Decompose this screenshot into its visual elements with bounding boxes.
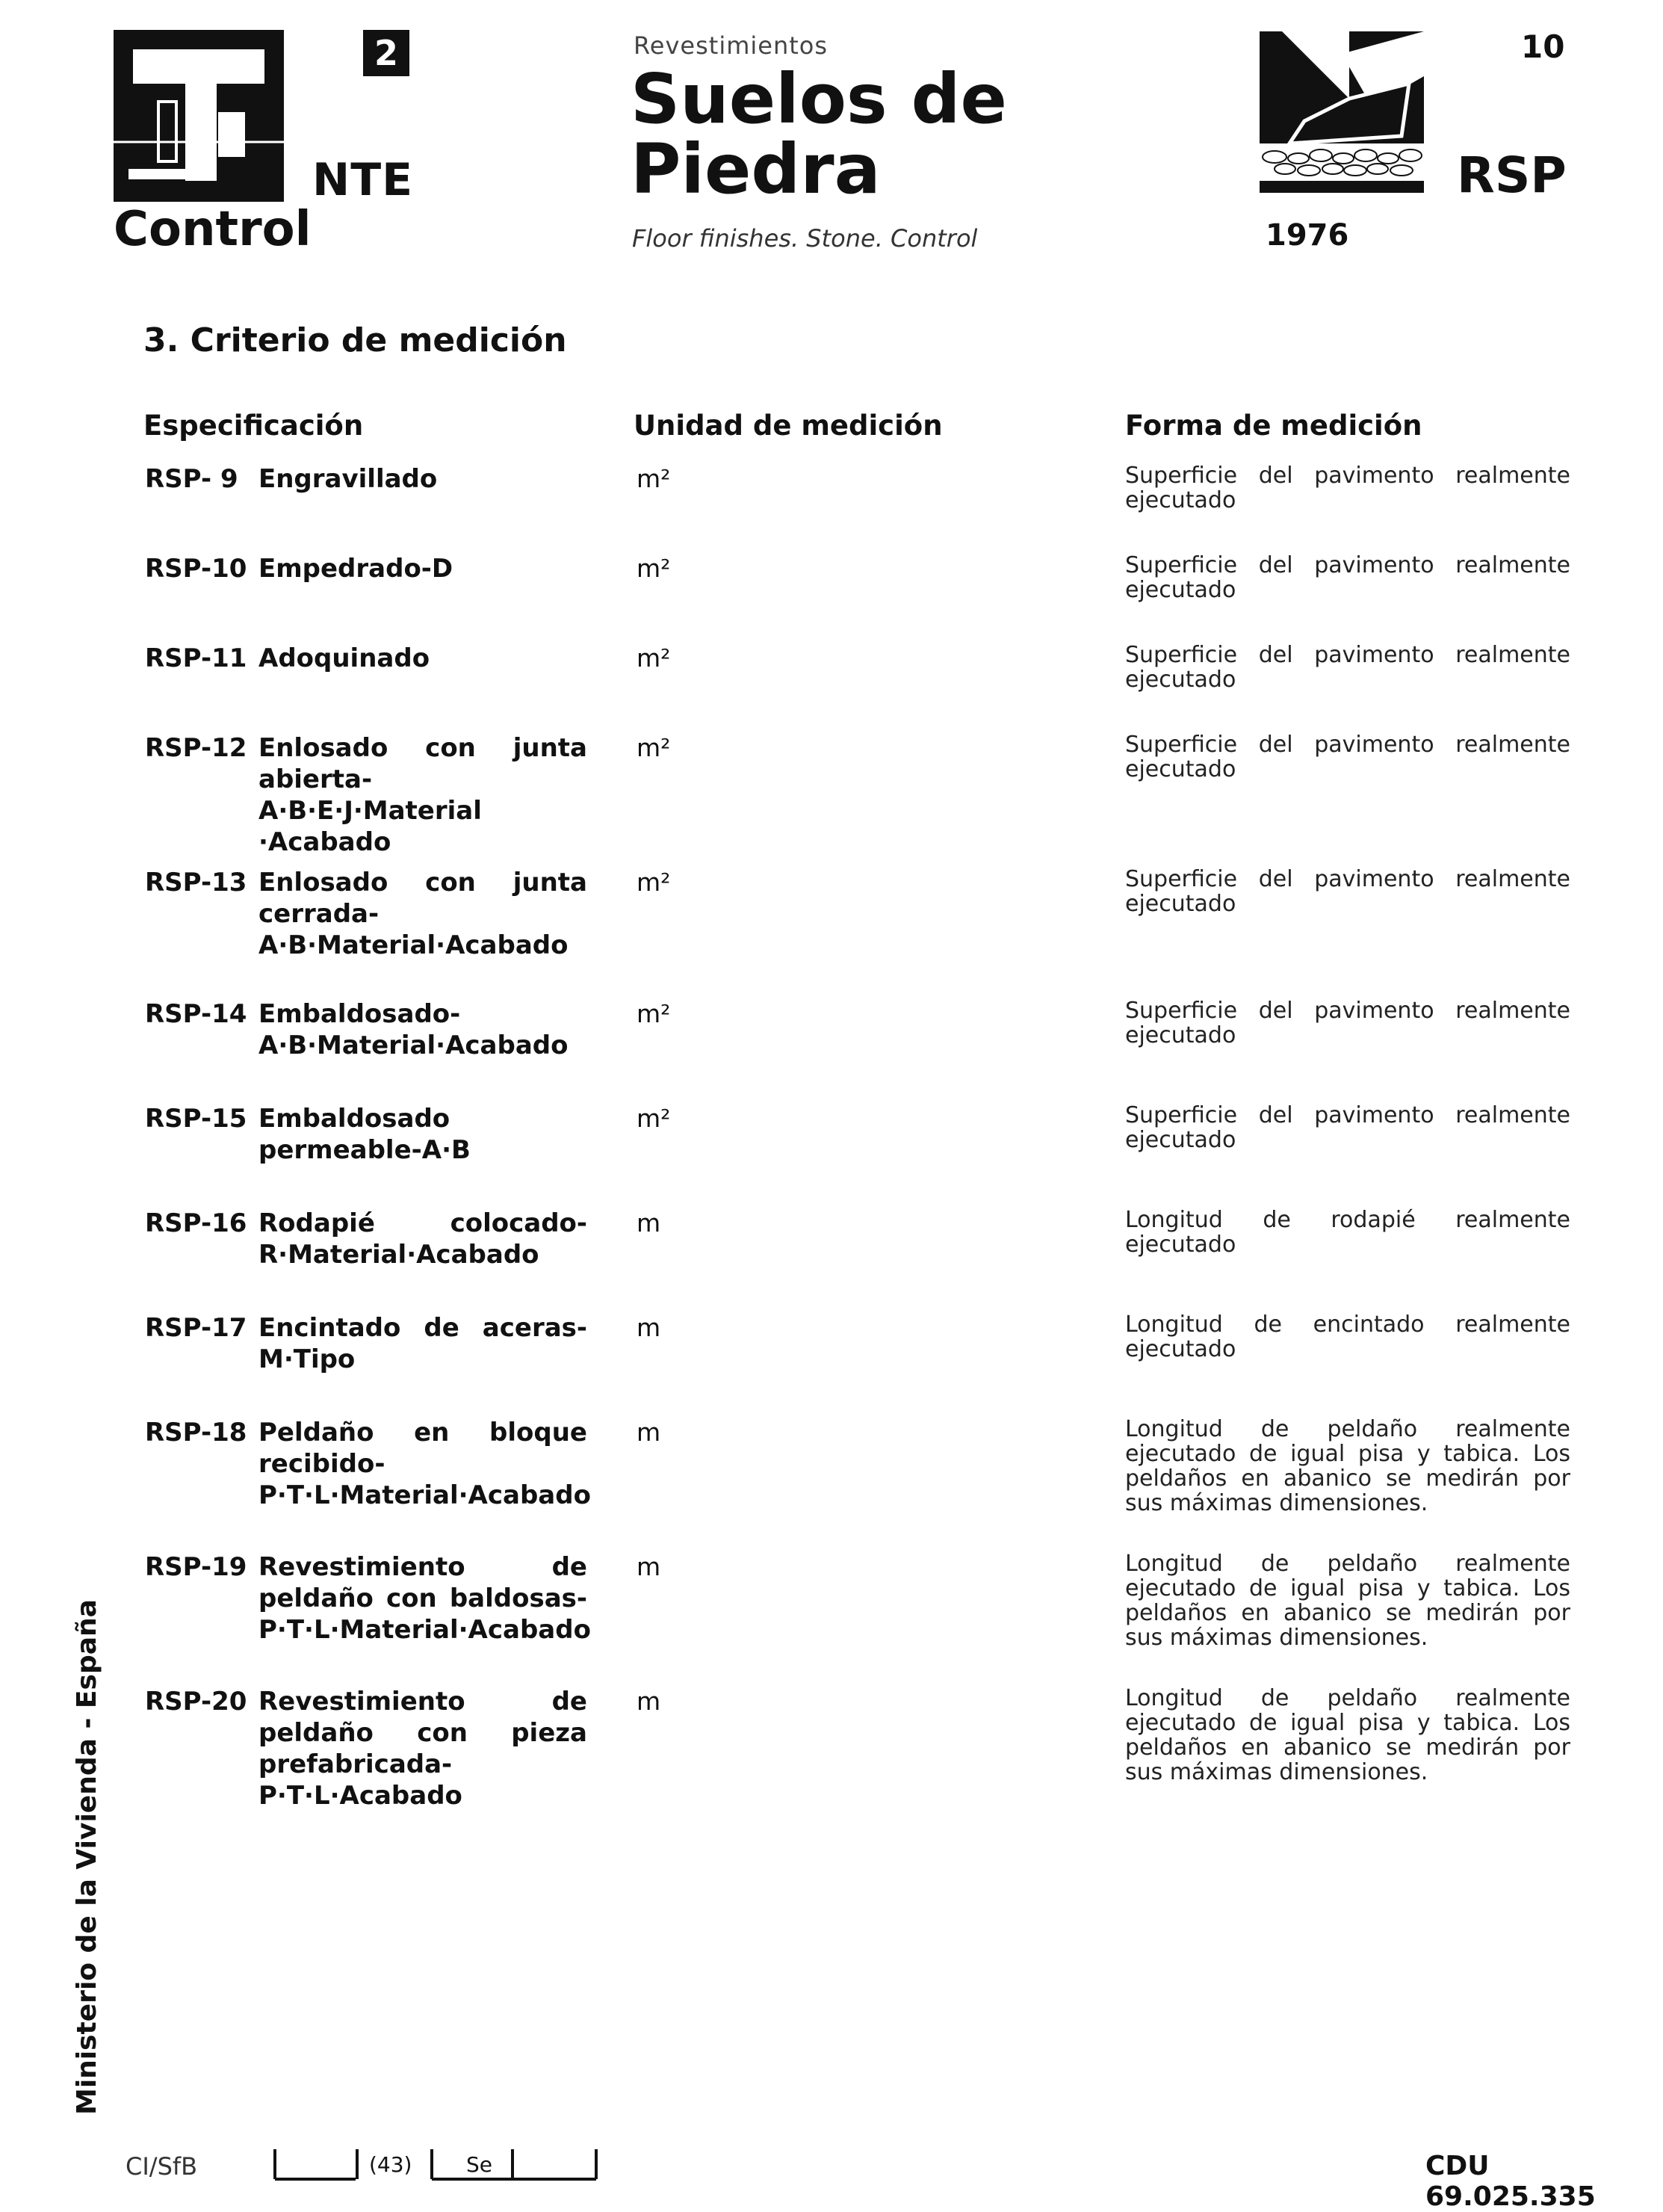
header-unit: Unidad de medición [634,410,943,442]
cdu-code: CDU 69.025.335 [1425,2151,1596,2212]
title-line-1: Suelos de [631,59,1007,139]
series-number-badge: 2 [363,30,409,76]
row-code: RSP-11 [145,643,247,673]
row-measurement-form: Superficie del pavimento realmente ejecutado [1125,998,1570,1048]
row-measurement-form: Superficie del pavimento realmente ejecutado [1125,642,1570,693]
page-title [631,59,1007,209]
row-specification: Encintado de aceras-M·Tipo [258,1313,587,1374]
stone-floor-icon [1260,31,1424,193]
page-number: 10 [1521,28,1565,65]
cisfb-box-se: Se [466,2152,492,2177]
row-specification: Peldaño en bloque recibido-P·T·L·Material·Acabado [258,1418,591,1510]
cisfb-label: CI/SfB [126,2152,198,2181]
row-measurement-form: Longitud de peldaño realmente ejecutado de igual pisa y tabica. Los peldaños en abanico se medirán por sus máximas dimensiones. [1125,1416,1570,1516]
page-subtitle: Floor finishes. Stone. Control [632,224,978,253]
row-measurement-form: Superficie del pavimento realmente ejecutado [1125,732,1570,782]
row-code: RSP- 9 [145,464,238,494]
row-unit: m [637,1552,661,1581]
row-unit: m [637,1418,661,1447]
classification-brackets [273,2148,599,2181]
ministry-sidebar-label: Ministerio de la Vivienda - España [72,1599,102,2115]
row-measurement-form: Superficie del pavimento realmente ejecutado [1125,1102,1570,1153]
row-code: RSP-19 [145,1552,247,1582]
row-code: RSP-18 [145,1418,247,1448]
row-unit: m [637,1687,661,1716]
row-measurement-form: Longitud de peldaño realmente ejecutado de igual pisa y tabica. Los peldaños en abanico se medirán por sus máximas dimensiones. [1125,1685,1570,1785]
row-specification: Rodapié colocado-R·Material·Acabado [258,1208,587,1270]
row-code: RSP-13 [145,868,247,898]
row-code: RSP-10 [145,554,247,584]
row-measurement-form: Superficie del pavimento realmente ejecutado [1125,866,1570,917]
header-specification: Especificación [143,410,364,442]
nte-logo [114,30,284,202]
row-code: RSP-15 [145,1104,247,1134]
row-unit: m² [637,464,671,493]
header-measurement-form: Forma de medición [1125,410,1422,442]
title-line-2: Piedra [631,129,881,209]
row-code: RSP-12 [145,733,247,763]
cisfb-box-43: (43) [369,2152,412,2177]
row-unit: m² [637,868,671,897]
row-unit: m² [637,999,671,1028]
row-measurement-form: Longitud de peldaño realmente ejecutado de igual pisa y tabica. Los peldaños en abanico se medirán por sus máximas dimensiones. [1125,1551,1570,1651]
category-label: Revestimientos [634,31,829,60]
row-code: RSP-17 [145,1313,247,1343]
row-specification: Revestimiento de peldaño con baldosas-P·T·L·Material·Acabado [258,1552,591,1645]
row-unit: m [637,1208,661,1238]
row-specification: Embaldosado-A·B·Material·Acabado [258,999,569,1060]
row-unit: m [637,1313,661,1342]
row-unit: m² [637,643,671,673]
row-measurement-form: Superficie del pavimento realmente ejecutado [1125,552,1570,603]
row-measurement-form: Longitud de rodapié realmente ejecutado [1125,1207,1570,1258]
cisfb-classification-boxes [273,2148,599,2181]
row-specification: Adoquinado [258,643,430,673]
row-specification: Enlosado con junta cerrada-A·B·Material·Acabado [258,868,587,960]
row-specification: Empedrado-D [258,554,453,584]
row-specification: Engravillado [258,464,438,494]
row-specification: Enlosado con junta abierta-A·B·E·J·Material ·Acabado [258,733,587,857]
row-specification: Embaldosado permeable-A·B [258,1104,471,1165]
nte-label: NTE [312,154,414,206]
row-specification: Revestimiento de peldaño con pieza prefabricada-P·T·L·Acabado [258,1687,587,1811]
control-label: Control [114,202,312,257]
row-measurement-form: Superficie del pavimento realmente ejecutado [1125,463,1570,513]
row-code: RSP-20 [145,1687,247,1717]
section-title: 3. Criterio de medición [143,321,567,359]
row-unit: m² [637,1104,671,1133]
nte-logo-graphic [114,30,284,202]
row-measurement-form: Longitud de encintado realmente ejecutado [1125,1312,1570,1362]
stone-floor-pictogram [1260,31,1424,193]
row-unit: m² [637,733,671,762]
row-unit: m² [637,554,671,583]
row-code: RSP-14 [145,999,247,1029]
document-code: RSP [1457,146,1567,204]
publication-year: 1976 [1266,218,1349,253]
row-code: RSP-16 [145,1208,247,1238]
